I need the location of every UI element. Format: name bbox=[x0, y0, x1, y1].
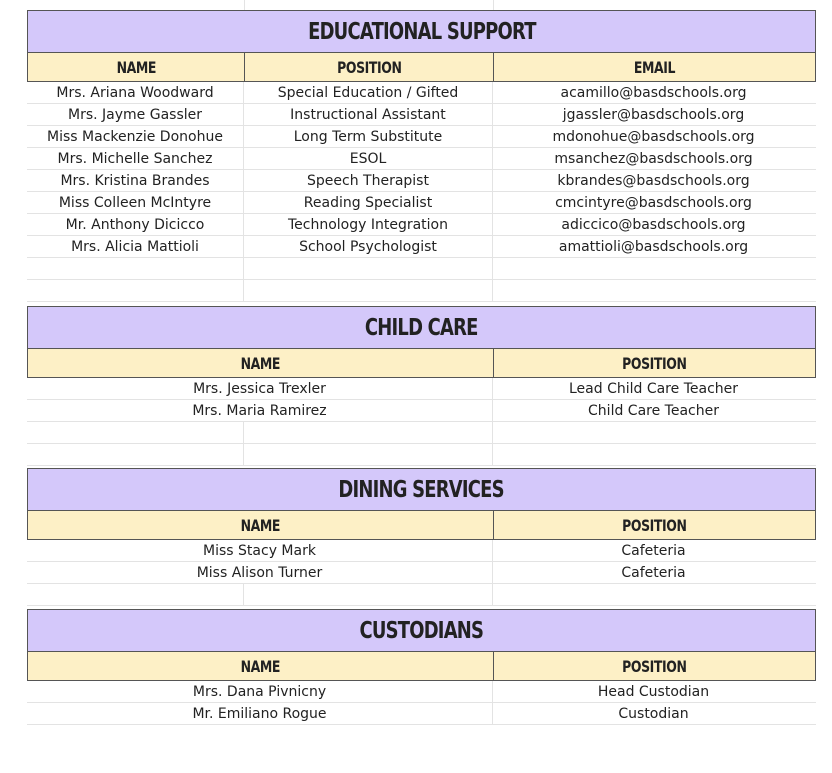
child-care-cell[interactable]: Lead Child Care Teacher bbox=[568, 380, 739, 397]
educational-support-cell[interactable]: ESOL bbox=[244, 148, 493, 169]
custodians-cell[interactable]: Head Custodian bbox=[597, 683, 710, 700]
custodians-header-name[interactable] bbox=[28, 652, 494, 680]
header-label: POSITION bbox=[622, 656, 687, 676]
child-care-cell[interactable]: Mrs. Maria Ramirez bbox=[27, 400, 493, 421]
empty-cell[interactable] bbox=[244, 422, 493, 443]
empty-cell[interactable] bbox=[244, 584, 493, 605]
educational-support-section-title bbox=[27, 10, 816, 53]
educational-support-row[interactable] bbox=[27, 104, 816, 126]
empty-row[interactable] bbox=[27, 280, 816, 302]
educational-support-row[interactable] bbox=[27, 148, 816, 170]
header-label: NAME bbox=[116, 57, 156, 77]
educational-support-cell[interactable]: Special Education / Gifted bbox=[244, 82, 493, 103]
empty-cell[interactable] bbox=[493, 280, 814, 301]
empty-cell[interactable] bbox=[244, 258, 493, 279]
educational-support-row[interactable] bbox=[27, 126, 816, 148]
child-care-row[interactable] bbox=[27, 378, 816, 400]
educational-support-row[interactable] bbox=[27, 236, 816, 258]
educational-support-header-row bbox=[27, 53, 816, 82]
empty-cell[interactable] bbox=[27, 444, 244, 465]
dining-services-header-position[interactable] bbox=[494, 511, 815, 539]
child-care-header-position[interactable] bbox=[494, 349, 815, 377]
educational-support-header-name[interactable] bbox=[28, 53, 245, 81]
dining-services-section-title bbox=[27, 468, 816, 511]
empty-row[interactable] bbox=[27, 422, 816, 444]
educational-support-cell[interactable]: amattioli@basdschools.org bbox=[558, 238, 749, 255]
educational-support-cell[interactable]: jgassler@basdschools.org bbox=[562, 106, 745, 123]
child-care-row[interactable] bbox=[27, 400, 816, 422]
educational-support-cell[interactable]: cmcintyre@basdschools.org bbox=[555, 194, 752, 211]
dining-services-header-row bbox=[27, 511, 816, 540]
child-care-cell[interactable]: Mrs. Jessica Trexler bbox=[27, 378, 493, 399]
empty-row[interactable] bbox=[27, 444, 816, 466]
empty-cell[interactable] bbox=[493, 258, 814, 279]
educational-support-cell[interactable]: Mrs. Ariana Woodward bbox=[27, 82, 244, 103]
dining-services-title-text: DINING SERVICES bbox=[338, 476, 505, 503]
educational-support-row[interactable] bbox=[27, 170, 816, 192]
educational-support-cell[interactable]: School Psychologist bbox=[244, 236, 493, 257]
educational-support-cell[interactable]: Miss Colleen McIntyre bbox=[27, 192, 244, 213]
child-care-title-text: CHILD CARE bbox=[365, 314, 478, 341]
empty-cell[interactable] bbox=[27, 422, 244, 443]
educational-support-cell[interactable]: Instructional Assistant bbox=[244, 104, 493, 125]
educational-support-cell[interactable]: Mrs. Kristina Brandes bbox=[27, 170, 244, 191]
header-label: POSITION bbox=[622, 515, 687, 535]
empty-cell[interactable] bbox=[27, 280, 244, 301]
child-care-header-row bbox=[27, 349, 816, 378]
educational-support-header-position[interactable] bbox=[245, 53, 494, 81]
custodians-section-title bbox=[27, 609, 816, 652]
empty-cell[interactable] bbox=[244, 444, 493, 465]
gridline bbox=[493, 0, 494, 10]
dining-services-cell[interactable]: Cafeteria bbox=[621, 542, 686, 559]
child-care-header-name[interactable] bbox=[28, 349, 494, 377]
educational-support-cell[interactable]: acamillo@basdschools.org bbox=[560, 84, 747, 101]
gridline bbox=[244, 0, 245, 10]
custodians-row[interactable] bbox=[27, 703, 816, 725]
child-care-section-title bbox=[27, 306, 816, 349]
educational-support-row[interactable] bbox=[27, 82, 816, 104]
educational-support-cell[interactable]: Reading Specialist bbox=[244, 192, 493, 213]
educational-support-cell[interactable]: Technology Integration bbox=[244, 214, 493, 235]
educational-support-cell[interactable]: Mr. Anthony Dicicco bbox=[27, 214, 244, 235]
empty-cell[interactable] bbox=[27, 584, 244, 605]
educational-support-title-text: EDUCATIONAL SUPPORT bbox=[307, 18, 536, 45]
dining-services-row[interactable] bbox=[27, 540, 816, 562]
empty-row[interactable] bbox=[27, 584, 816, 606]
educational-support-cell[interactable]: Long Term Substitute bbox=[244, 126, 493, 147]
educational-support-cell[interactable]: Mrs. Alicia Mattioli bbox=[27, 236, 244, 257]
empty-cell[interactable] bbox=[27, 258, 244, 279]
header-label: POSITION bbox=[336, 57, 402, 77]
educational-support-cell[interactable]: Miss Mackenzie Donohue bbox=[27, 126, 244, 147]
dining-services-cell[interactable]: Miss Alison Turner bbox=[27, 562, 493, 583]
header-label: NAME bbox=[240, 353, 281, 373]
header-label: NAME bbox=[240, 515, 281, 535]
dining-services-cell[interactable]: Miss Stacy Mark bbox=[27, 540, 493, 561]
educational-support-cell[interactable]: msanchez@basdschools.org bbox=[554, 150, 753, 167]
dining-services-header-name[interactable] bbox=[28, 511, 494, 539]
educational-support-cell[interactable]: adiccico@basdschools.org bbox=[561, 216, 746, 233]
educational-support-cell[interactable]: Mrs. Michelle Sanchez bbox=[27, 148, 244, 169]
custodians-header-position[interactable] bbox=[494, 652, 815, 680]
educational-support-row[interactable] bbox=[27, 192, 816, 214]
custodians-row[interactable] bbox=[27, 681, 816, 703]
header-label: POSITION bbox=[622, 353, 687, 373]
child-care-cell[interactable]: Child Care Teacher bbox=[588, 402, 719, 419]
dining-services-cell[interactable]: Cafeteria bbox=[621, 564, 686, 581]
header-label: EMAIL bbox=[633, 57, 676, 77]
custodians-header-row bbox=[27, 652, 816, 681]
educational-support-header-email[interactable] bbox=[494, 53, 815, 81]
empty-cell[interactable] bbox=[493, 444, 814, 465]
empty-cell[interactable] bbox=[244, 280, 493, 301]
empty-cell[interactable] bbox=[493, 422, 814, 443]
educational-support-cell[interactable]: mdonohue@basdschools.org bbox=[552, 128, 755, 145]
educational-support-row[interactable] bbox=[27, 214, 816, 236]
educational-support-cell[interactable]: Mrs. Jayme Gassler bbox=[27, 104, 244, 125]
header-label: NAME bbox=[240, 656, 281, 676]
custodians-title-text: CUSTODIANS bbox=[359, 617, 484, 644]
educational-support-cell[interactable]: Speech Therapist bbox=[244, 170, 493, 191]
educational-support-cell[interactable]: kbrandes@basdschools.org bbox=[557, 172, 750, 189]
empty-cell[interactable] bbox=[493, 584, 814, 605]
custodians-cell[interactable]: Mr. Emiliano Rogue bbox=[27, 703, 493, 724]
empty-row[interactable] bbox=[27, 258, 816, 280]
dining-services-row[interactable] bbox=[27, 562, 816, 584]
custodians-cell[interactable]: Mrs. Dana Pivnicny bbox=[27, 681, 493, 702]
custodians-cell[interactable]: Custodian bbox=[618, 705, 689, 722]
